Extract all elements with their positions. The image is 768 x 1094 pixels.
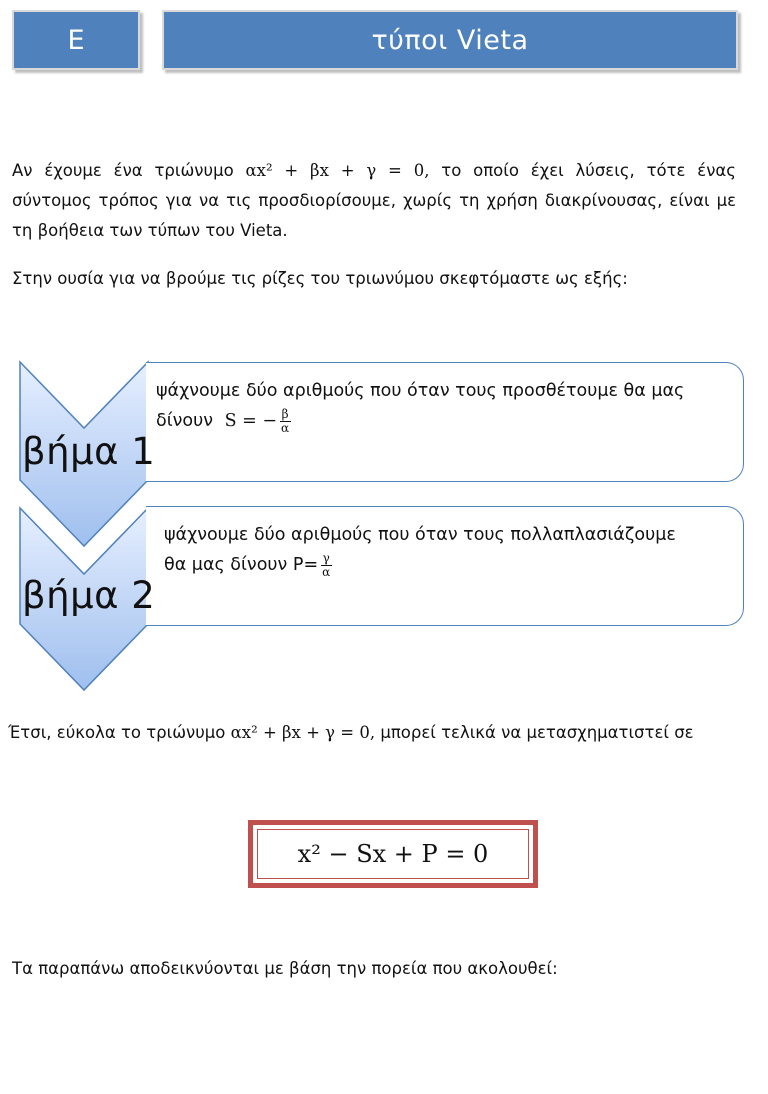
transform-text-pre: Έτσι, εύκολα το τριώνυμο (8, 723, 226, 742)
step-2-frac-num: γ (322, 550, 330, 565)
step-2-line-1: ψάχνουμε δύο αριθμούς που όταν τους πολλαπλασιάζουμε (164, 525, 676, 545)
step-2-label: βήμα 2 (22, 574, 156, 617)
step-2-frac-den: α (322, 564, 331, 579)
final-formula-box (248, 820, 538, 888)
intro-line-2: σύντομος τρόπος για να τις προσδιορίσουμε, χωρίς τη χρήση διακρίνουσας, είναι με (12, 191, 736, 210)
intro-line-1-tail: το οποίο έχει λύσεις, τότε ένας (441, 161, 736, 180)
step-1-frac-den: α (281, 420, 290, 435)
final-formula: x² − Sx + P = 0 (257, 829, 529, 879)
step-1-label: βήμα 1 (22, 430, 156, 473)
step-1-fraction (279, 408, 291, 435)
transform-text-post: μπορεί τελικά να μετασχηματιστεί σε (380, 723, 694, 742)
step-2-fraction (320, 552, 332, 579)
step-1-text (156, 376, 684, 436)
step-2-text (164, 520, 676, 580)
step-1-line-2-text: δίνουν (156, 411, 214, 431)
closing-text: Τα παραπάνω αποδεικνύονται με βάση την πορεία που ακολουθεί: (12, 959, 558, 978)
intro-line-3: τη βοήθεια των τύπων του Vieta. (12, 221, 288, 240)
intro-equation: αx² + βx + γ = 0, (245, 161, 430, 180)
step-2-formula: P= (292, 555, 319, 575)
transform-equation: αx² + βx + γ = 0, (230, 723, 376, 742)
step-1-formula: S = − (224, 411, 278, 431)
step-2-line-2-text: θα μας δίνουν (164, 555, 288, 575)
intro-line-1-text: Αν έχουμε ένα τριώνυμο (12, 161, 234, 180)
step-2-line-2 (164, 550, 676, 580)
section-letter: Ε (67, 24, 85, 56)
step-1-frac-num: β (281, 406, 289, 421)
step-1-line-1: ψάχνουμε δύο αριθμούς που όταν τους προσθέτουμε θα μας (156, 381, 685, 401)
step-1-line-2 (156, 406, 684, 436)
section-title: τύποι Vieta (371, 24, 529, 56)
summary-text: Στην ουσία για να βρούμε τις ρίζες του τριωνύμου σκεφτόμαστε ως εξής: (12, 269, 628, 288)
transform-text (8, 718, 748, 747)
